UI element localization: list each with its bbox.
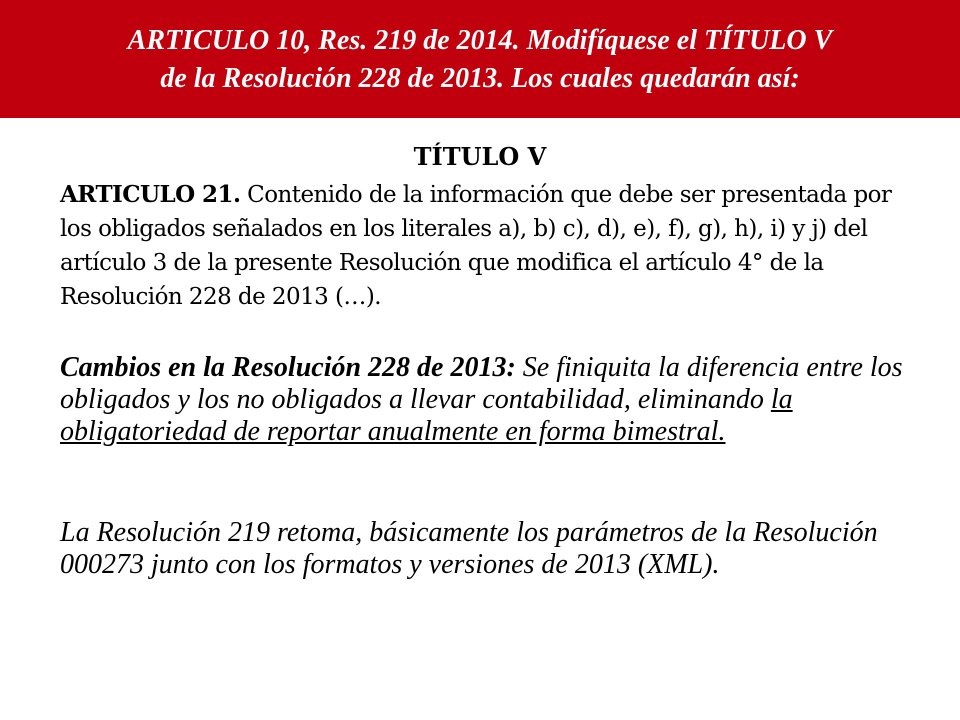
changes-paragraph	[60, 352, 920, 448]
article-text: Contenido de la información que debe ser presentada por los obligados señalados en los literales a), b) c), d), e), f), g), h), i) y j) del artículo 3 de la presente Resolución que modifica el artículo 4° de la Resolución 228 de 2013 (…).	[60, 182, 892, 310]
changes-underlined-text: la obligatoriedad de reportar anualmente en forma bimestral.	[60, 384, 793, 447]
header-title-line-2: de la Resolución 228 de 2013. Los cuales quedarán así:	[160, 63, 800, 94]
changes-text: Se finiquita la diferencia entre los obligados y los no obligados a llevar contabilidad, eliminando	[60, 352, 903, 415]
article-paragraph	[60, 178, 920, 314]
article-number: ARTICULO 21.	[60, 181, 241, 208]
note-paragraph: La Resolución 219 retoma, básicamente los parámetros de la Resolución 000273 junto con los formatos y versiones de 2013 (XML).	[60, 517, 878, 580]
section-title: TÍTULO V	[413, 142, 547, 171]
header-banner	[0, 0, 960, 118]
header-title-line-1: ARTICULO 10, Res. 219 de 2014. Modifíquese el TÍTULO V	[127, 25, 833, 56]
changes-heading: Cambios en la Resolución 228 de 2013:	[60, 352, 516, 383]
